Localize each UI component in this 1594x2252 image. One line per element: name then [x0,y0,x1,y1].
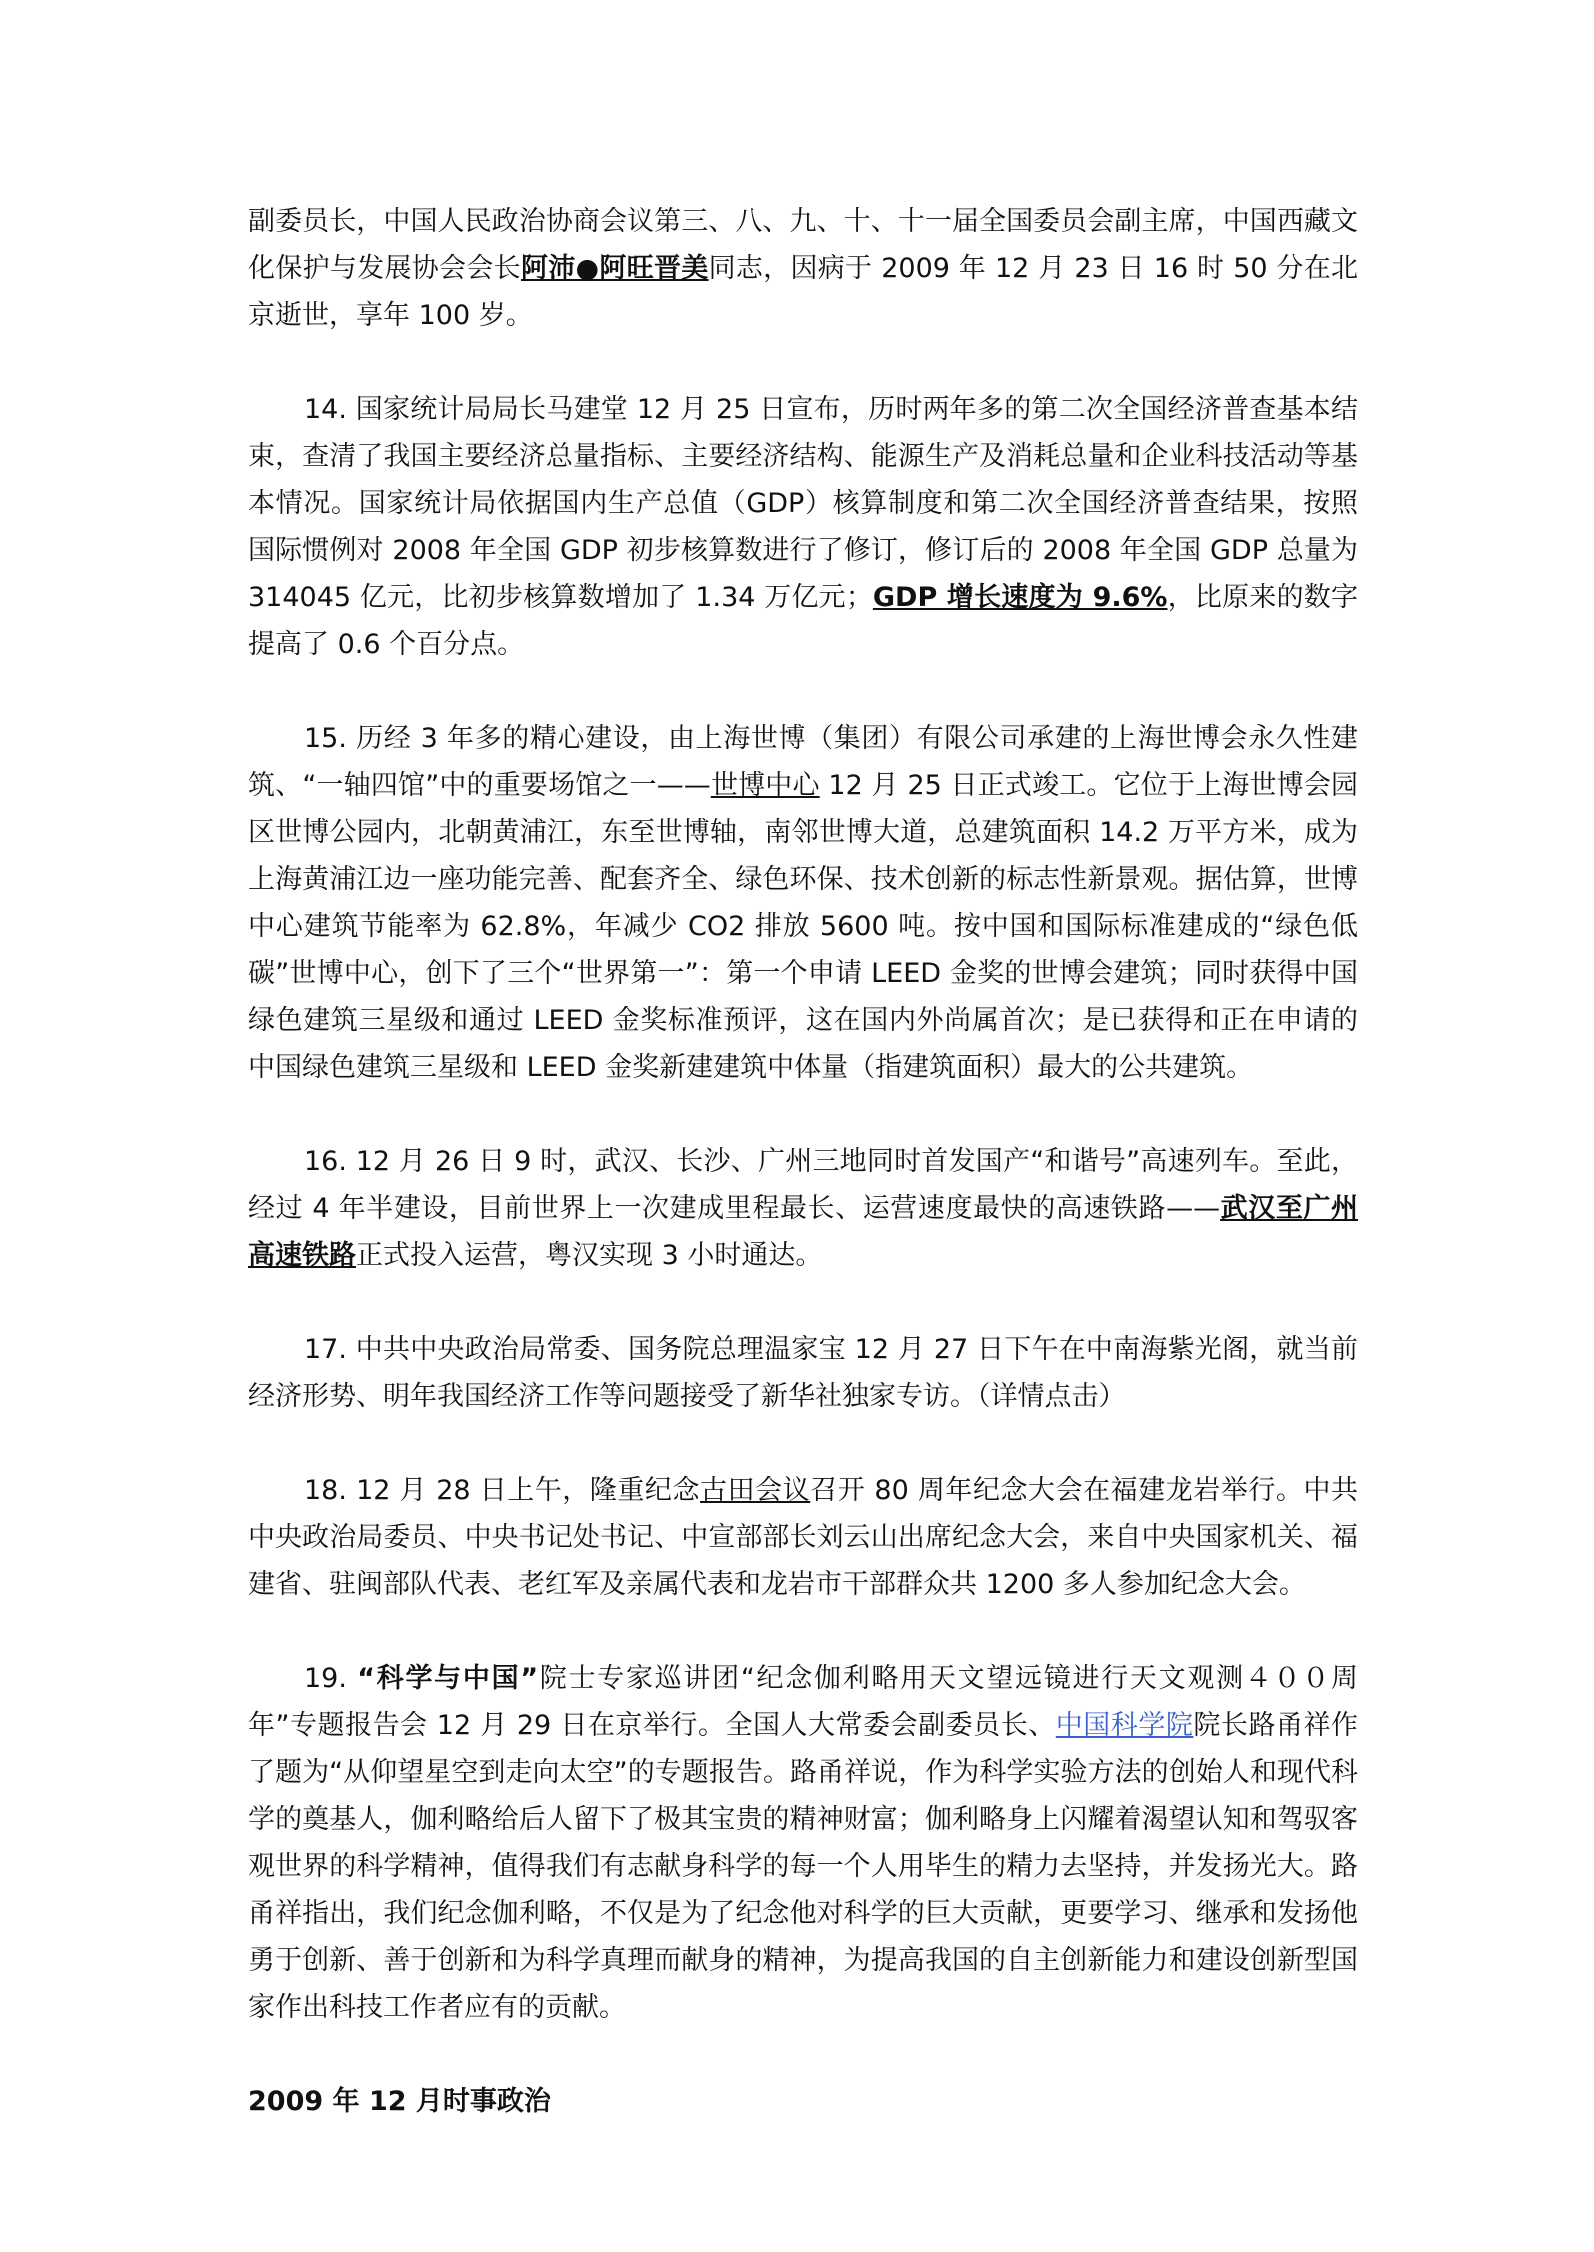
paragraph-text: 17. 中共中央政治局常委、国务院总理温家宝 12 月 27 日下午在中南海紫光阁，就当前经济形势、明年我国经济工作等问题接受了新华社独家专访。（详情点击） [248,1334,1358,1412]
person-name-link[interactable]: 阿沛●阿旺晋美 [520,253,709,284]
paragraph-text: 12 月 25 日正式竣工。它位于上海世博会园区世博公园内，北朝黄浦江，东至世博轴，南邻世博大道，总建筑面积 14.2 万平方米，成为上海黄浦江边一座功能完善、配套齐全、绿色环保、技术创新的标志性新景观。据估算，世博中心建筑节能率为 62.8%，年减少 CO2 排放 5600 吨。按中国和国际标准建成的“绿色低碳”世博中心，创下了三个“世界第一”：第一个申请 LEED 金奖的世博会建筑；同时获得中国绿色建筑三星级和通过 LEED 金奖标准预评，这在国内外尚属首次；是已获得和正在申请的中国绿色建筑三星级和 LEED 金奖新建建筑中体量（指建筑面积）最大的公共建筑。 [248,770,1358,1083]
cas-link[interactable]: 中国科学院 [1055,1710,1194,1741]
paragraph-text: 召开 80 周年纪念大会在福建龙岩举行。中共中央政治局委员、中央书记处书记、中宣部部长刘云山出席纪念大会，来自中央国家机关、福建省、驻闽部队代表、老红军及亲属代表和龙岩市干部群众共 1200 多人参加纪念大会。 [248,1475,1359,1600]
paragraph-text: 14. 国家统计局局长马建堂 12 月 25 日宣布，历时两年多的第二次全国经济普查基本结束，查清了我国主要经济总量指标、主要经济结构、能源生产及消耗总量和企业科技活动等基本情况。国家统计局依据国内生产总值（GDP）核算制度和第二次全国经济普查结果，按照国际惯例对 2008 年全国 GDP 初步核算数进行了修订，修订后的 2008 年全国 GDP 总量为 314045 亿元，比初步核算数增加了 1.34 万亿元； [248,394,1358,613]
paragraph-15 [248,715,1358,1091]
paragraph-obituary [248,198,1358,339]
paragraph-text: 副委员长，中国人民政治协商会议第三、八、九、十、十一届全国委员会副主席，中国西藏文化保护与发展协会会长 [248,206,1358,284]
railway-link[interactable]: 武汉至广州高速铁路 [248,1193,1358,1271]
paragraph-text: ，比原来的数字提高了 0.6 个百分点。 [248,582,1359,660]
paragraph-text: 18. 12 月 28 日上午，隆重纪念 [304,1475,701,1506]
section-heading: 2009 年 12 月时事政治 [248,2086,551,2117]
gutian-meeting-link[interactable]: 古田会议 [700,1475,811,1506]
paragraph-text: 院长路甬祥作了题为“从仰望星空到走向太空”的专题报告。路甬祥说，作为科学实验方法的创始人和现代科学的奠基人，伽利略给后人留下了极其宝贵的精神财富；伽利略身上闪耀着渴望认知和驾驭客观世界的科学精神，值得我们有志献身科学的每一个人用毕生的精力去坚持，并发扬光大。路甬祥指出，我们纪念伽利略，不仅是为了纪念他对科学的巨大贡献，更要学习、继承和发扬他勇于创新、善于创新和为科学真理而献身的精神，为提高我国的自主创新能力和建设创新型国家作出科技工作者应有的贡献。 [248,1710,1359,2023]
paragraph-text: 同志，因病于 2009 年 12 月 23 日 16 时 50 分在北京逝世，享年 100 岁。 [248,253,1359,331]
paragraph-text: 正式投入运营，粤汉实现 3 小时通达。 [356,1240,823,1271]
paragraph-19 [248,1655,1358,2031]
paragraph-text: 院士专家巡讲团“纪念伽利略用天文望远镜进行天文观测４００周年”专题报告会 12 月 29 日在京举行。全国人大常委会副委员长、 [248,1663,1358,1741]
expo-center-link[interactable]: 世博中心 [710,770,820,801]
paragraph-text: 16. 12 月 26 日 9 时，武汉、长沙、广州三地同时首发国产“和谐号”高速列车。至此，经过 4 年半建设，目前世界上一次建成里程最长、运营速度最快的高速铁路—— [248,1146,1358,1224]
paragraph-number: 19. [304,1663,358,1694]
paragraph-text: 15. 历经 3 年多的精心建设，由上海世博（集团）有限公司承建的上海世博会永久性建筑、“一轴四馆”中的重要场馆之一—— [248,723,1358,801]
program-title: “科学与中国” [357,1663,539,1694]
paragraph-16 [248,1138,1358,1279]
gdp-growth-emphasis: GDP 增长速度为 9.6% [872,582,1168,613]
document-body [248,198,1358,2125]
paragraph-17 [248,1326,1358,1420]
paragraph-14 [248,386,1358,668]
paragraph-18 [248,1467,1358,1608]
